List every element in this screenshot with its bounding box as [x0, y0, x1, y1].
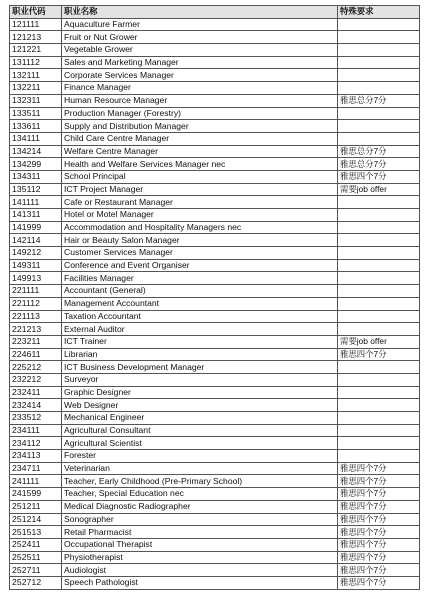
occupation-code-cell: 223211	[10, 335, 62, 348]
occupation-name-cell: Librarian	[62, 348, 338, 361]
occupation-name-cell: Web Designer	[62, 399, 338, 412]
special-requirement-cell	[338, 18, 420, 31]
occupation-code-cell: 221113	[10, 310, 62, 323]
header-occupation-name: 职业名称	[62, 6, 338, 19]
occupation-code-cell: 234111	[10, 424, 62, 437]
occupation-name-cell: Cafe or Restaurant Manager	[62, 196, 338, 209]
occupation-code-cell: 251211	[10, 500, 62, 513]
table-row	[10, 56, 420, 69]
table-row	[10, 551, 420, 564]
special-requirement-cell	[338, 424, 420, 437]
occupation-code-cell: 121213	[10, 31, 62, 44]
occupation-name-cell: School Principal	[62, 170, 338, 183]
special-requirement-cell: 雅思四个7分	[338, 576, 420, 589]
occupation-name-cell: Graphic Designer	[62, 386, 338, 399]
special-requirement-cell	[338, 107, 420, 120]
special-requirement-cell	[338, 310, 420, 323]
special-requirement-cell	[338, 373, 420, 386]
table-row	[10, 94, 420, 107]
occupation-name-cell: Human Resource Manager	[62, 94, 338, 107]
table-row	[10, 475, 420, 488]
table-row	[10, 462, 420, 475]
occupation-name-cell: Corporate Services Manager	[62, 69, 338, 82]
occupation-name-cell: Aquaculture Farmer	[62, 18, 338, 31]
occupation-name-cell: Health and Welfare Services Manager nec	[62, 158, 338, 171]
table-row	[10, 513, 420, 526]
special-requirement-cell	[338, 69, 420, 82]
table-row	[10, 272, 420, 285]
table-row	[10, 158, 420, 171]
table-row	[10, 132, 420, 145]
occupation-code-cell: 132311	[10, 94, 62, 107]
occupation-name-cell: Forester	[62, 450, 338, 463]
occupation-code-cell: 149913	[10, 272, 62, 285]
occupation-name-cell: Customer Services Manager	[62, 247, 338, 260]
table-row	[10, 69, 420, 82]
occupation-code-cell: 221111	[10, 285, 62, 298]
table-row	[10, 221, 420, 234]
special-requirement-cell	[338, 450, 420, 463]
special-requirement-cell	[338, 221, 420, 234]
special-requirement-cell	[338, 44, 420, 57]
special-requirement-cell: 雅思四个7分	[338, 551, 420, 564]
table-row	[10, 488, 420, 501]
occupation-code-cell: 251214	[10, 513, 62, 526]
occupation-name-cell: Accommodation and Hospitality Managers nec	[62, 221, 338, 234]
special-requirement-cell	[338, 209, 420, 222]
special-requirement-cell: 雅思四个7分	[338, 348, 420, 361]
occupation-code-cell: 232411	[10, 386, 62, 399]
table-row	[10, 437, 420, 450]
special-requirement-cell	[338, 272, 420, 285]
occupation-name-cell: Teacher, Early Childhood (Pre-Primary School)	[62, 475, 338, 488]
occupation-code-cell: 234112	[10, 437, 62, 450]
special-requirement-cell	[338, 234, 420, 247]
occupation-name-cell: Agricultural Consultant	[62, 424, 338, 437]
occupation-code-cell: 132211	[10, 82, 62, 95]
table-row	[10, 412, 420, 425]
occupation-code-cell: 149311	[10, 259, 62, 272]
occupation-code-cell: 224611	[10, 348, 62, 361]
occupation-name-cell: Hair or Beauty Salon Manager	[62, 234, 338, 247]
occupation-code-cell: 141311	[10, 209, 62, 222]
occupation-code-cell: 141111	[10, 196, 62, 209]
occupation-name-cell: Welfare Centre Manager	[62, 145, 338, 158]
table-row	[10, 107, 420, 120]
table-row	[10, 348, 420, 361]
occupation-name-cell: Retail Pharmacist	[62, 526, 338, 539]
occupation-code-cell: 134111	[10, 132, 62, 145]
special-requirement-cell: 雅思四个7分	[338, 526, 420, 539]
header-occupation-code: 职业代码	[10, 6, 62, 19]
table-row	[10, 450, 420, 463]
occupation-code-cell: 121221	[10, 44, 62, 57]
special-requirement-cell: 雅思总分7分	[338, 158, 420, 171]
special-requirement-cell: 雅思四个7分	[338, 564, 420, 577]
occupation-name-cell: Child Care Centre Manager	[62, 132, 338, 145]
occupation-name-cell: Sales and Marketing Manager	[62, 56, 338, 69]
occupation-name-cell: Management Accountant	[62, 297, 338, 310]
special-requirement-cell: 需要job offer	[338, 335, 420, 348]
occupation-name-cell: Production Manager (Forestry)	[62, 107, 338, 120]
table-row	[10, 31, 420, 44]
occupation-code-cell: 252712	[10, 576, 62, 589]
occupation-name-cell: Sonographer	[62, 513, 338, 526]
special-requirement-cell	[338, 361, 420, 374]
occupation-code-cell: 135112	[10, 183, 62, 196]
table-row	[10, 145, 420, 158]
occupation-code-cell: 241111	[10, 475, 62, 488]
special-requirement-cell: 雅思四个7分	[338, 462, 420, 475]
occupation-name-cell: Occupational Therapist	[62, 538, 338, 551]
special-requirement-cell	[338, 386, 420, 399]
occupation-name-cell: Teacher, Special Education nec	[62, 488, 338, 501]
table-row	[10, 424, 420, 437]
special-requirement-cell	[338, 120, 420, 133]
table-row	[10, 82, 420, 95]
table-body	[10, 18, 420, 589]
occupation-code-cell: 232212	[10, 373, 62, 386]
table-row	[10, 247, 420, 260]
table-row	[10, 234, 420, 247]
occupation-code-cell: 252411	[10, 538, 62, 551]
occupation-name-cell: Agricultural Scientist	[62, 437, 338, 450]
occupation-code-cell: 142114	[10, 234, 62, 247]
special-requirement-cell	[338, 437, 420, 450]
occupation-name-cell: Speech Pathologist	[62, 576, 338, 589]
occupation-name-cell: Facilities Manager	[62, 272, 338, 285]
occupation-code-cell: 234711	[10, 462, 62, 475]
occupation-name-cell: Hotel or Motel Manager	[62, 209, 338, 222]
occupation-code-cell: 252711	[10, 564, 62, 577]
occupation-code-cell: 133511	[10, 107, 62, 120]
table-row	[10, 196, 420, 209]
table-row	[10, 564, 420, 577]
occupation-code-cell: 132111	[10, 69, 62, 82]
occupation-name-cell: Mechanical Engineer	[62, 412, 338, 425]
special-requirement-cell	[338, 399, 420, 412]
occupation-name-cell: Vegetable Grower	[62, 44, 338, 57]
table-row	[10, 335, 420, 348]
occupation-code-cell: 252511	[10, 551, 62, 564]
occupation-code-cell: 233512	[10, 412, 62, 425]
occupation-name-cell: Accountant (General)	[62, 285, 338, 298]
table-row	[10, 170, 420, 183]
occupation-code-cell: 134311	[10, 170, 62, 183]
table-row	[10, 18, 420, 31]
occupation-name-cell: ICT Project Manager	[62, 183, 338, 196]
occupation-code-cell: 241599	[10, 488, 62, 501]
table-row	[10, 500, 420, 513]
occupation-code-cell: 234113	[10, 450, 62, 463]
occupation-code-cell: 221213	[10, 323, 62, 336]
table-row	[10, 323, 420, 336]
occupation-code-cell: 232414	[10, 399, 62, 412]
occupation-name-cell: External Auditor	[62, 323, 338, 336]
occupation-code-cell: 134214	[10, 145, 62, 158]
occupation-name-cell: ICT Business Development Manager	[62, 361, 338, 374]
table-row	[10, 183, 420, 196]
occupation-name-cell: Physiotherapist	[62, 551, 338, 564]
special-requirement-cell: 雅思总分7分	[338, 94, 420, 107]
occupation-name-cell: Taxation Accountant	[62, 310, 338, 323]
occupation-code-cell: 251513	[10, 526, 62, 539]
special-requirement-cell	[338, 196, 420, 209]
occupation-code-cell: 121111	[10, 18, 62, 31]
occupation-name-cell: Finance Manager	[62, 82, 338, 95]
special-requirement-cell: 雅思四个7分	[338, 170, 420, 183]
special-requirement-cell: 雅思四个7分	[338, 488, 420, 501]
occupation-code-cell: 225212	[10, 361, 62, 374]
table-row	[10, 44, 420, 57]
special-requirement-cell: 需要job offer	[338, 183, 420, 196]
occupation-code-cell: 149212	[10, 247, 62, 260]
table-row	[10, 120, 420, 133]
table-row	[10, 538, 420, 551]
occupation-name-cell: ICT Trainer	[62, 335, 338, 348]
table-row	[10, 373, 420, 386]
occupation-code-cell: 131112	[10, 56, 62, 69]
special-requirement-cell: 雅思四个7分	[338, 500, 420, 513]
special-requirement-cell	[338, 323, 420, 336]
special-requirement-cell	[338, 56, 420, 69]
table-row	[10, 399, 420, 412]
table-row	[10, 209, 420, 222]
occupation-code-cell: 221112	[10, 297, 62, 310]
special-requirement-cell: 雅思四个7分	[338, 538, 420, 551]
table-header-row	[10, 6, 420, 19]
special-requirement-cell: 雅思总分7分	[338, 145, 420, 158]
occupation-list-sheet	[9, 5, 419, 590]
table-row	[10, 361, 420, 374]
special-requirement-cell	[338, 82, 420, 95]
table-row	[10, 526, 420, 539]
special-requirement-cell	[338, 285, 420, 298]
occupation-name-cell: Audiologist	[62, 564, 338, 577]
special-requirement-cell	[338, 297, 420, 310]
special-requirement-cell: 雅思四个7分	[338, 475, 420, 488]
table-row	[10, 310, 420, 323]
occupation-name-cell: Surveyor	[62, 373, 338, 386]
occupation-code-cell: 133611	[10, 120, 62, 133]
occupation-name-cell: Veterinarian	[62, 462, 338, 475]
special-requirement-cell	[338, 259, 420, 272]
occupation-table	[9, 5, 420, 590]
special-requirement-cell	[338, 132, 420, 145]
table-row	[10, 576, 420, 589]
table-row	[10, 297, 420, 310]
special-requirement-cell: 雅思四个7分	[338, 513, 420, 526]
special-requirement-cell	[338, 247, 420, 260]
occupation-name-cell: Fruit or Nut Grower	[62, 31, 338, 44]
header-special-requirement: 特殊要求	[338, 6, 420, 19]
special-requirement-cell	[338, 31, 420, 44]
occupation-code-cell: 134299	[10, 158, 62, 171]
occupation-name-cell: Conference and Event Organiser	[62, 259, 338, 272]
special-requirement-cell	[338, 412, 420, 425]
occupation-name-cell: Supply and Distribution Manager	[62, 120, 338, 133]
occupation-name-cell: Medical Diagnostic Radiographer	[62, 500, 338, 513]
table-row	[10, 259, 420, 272]
table-row	[10, 285, 420, 298]
occupation-code-cell: 141999	[10, 221, 62, 234]
table-row	[10, 386, 420, 399]
